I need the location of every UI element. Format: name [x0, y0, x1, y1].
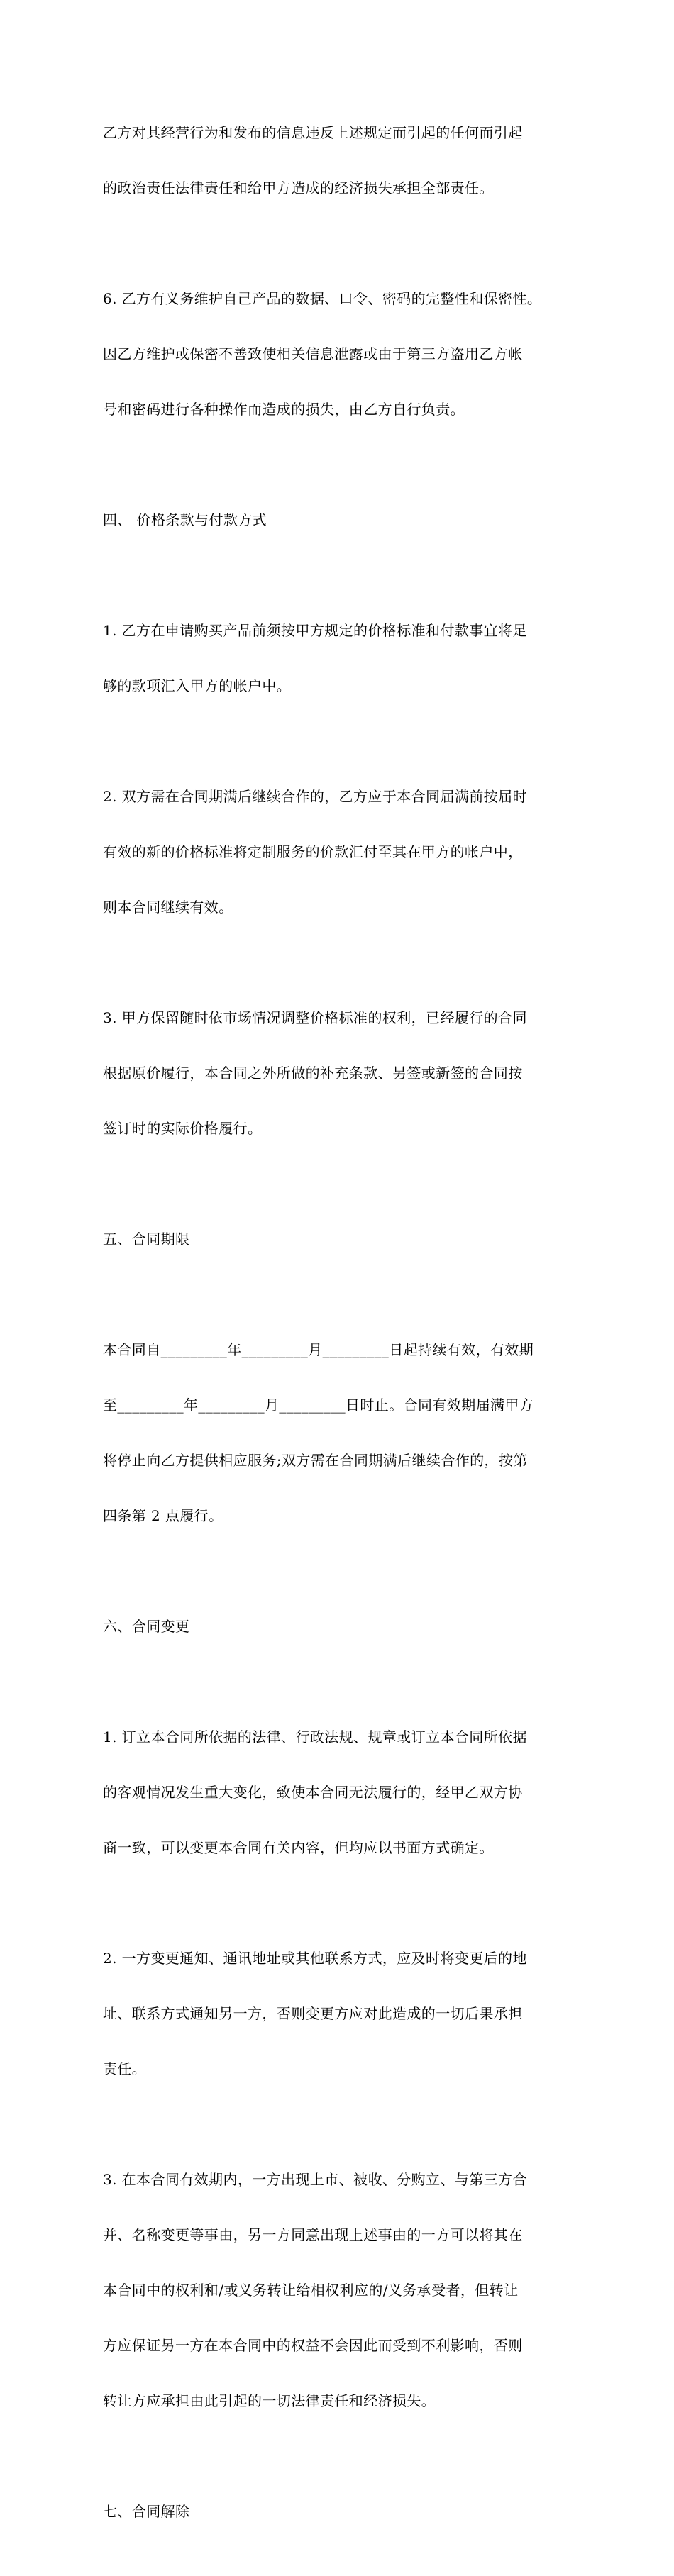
text-line: 6. 乙方有义务维护自己产品的数据、口令、密码的完整性和保密性。 — [103, 290, 542, 307]
text-line: 并、名称变更等事由，另一方同意出现上述事由的一方可以将其在 — [103, 2226, 523, 2243]
text-line: 转让方应承担由此引起的一切法律责任和经济损失。 — [103, 2392, 436, 2409]
text-line: 六、合同变更 — [103, 1618, 190, 1635]
text-line: 至_________年_________月_________日时止。合同有效期届满甲方 — [103, 1397, 534, 1414]
text-line: 本合同自_________年_________月_________日起持续有效，有效期 — [103, 1341, 534, 1358]
paragraph-change-2 — [103, 1912, 578, 2115]
paragraph-liability — [103, 87, 578, 234]
text-line: 本合同中的权利和/或义务转让给相权利应的/义务承受者，但转让 — [103, 2282, 519, 2299]
text-line: 四、 价格条款与付款方式 — [103, 511, 267, 528]
section-heading-price-terms — [103, 474, 578, 566]
text-line: 3. 在本合同有效期内，一方出现上市、被收、分购立、与第三方合 — [103, 2171, 527, 2188]
text-line: 根据原价履行，本合同之外所做的补充条款、另签或新签的合同按 — [103, 1065, 523, 1082]
text-line: 乙方对其经营行为和发布的信息违反上述规定而引起的任何而引起 — [103, 124, 523, 141]
text-line: 五、合同期限 — [103, 1231, 190, 1248]
text-line: 四条第 2 点履行。 — [103, 1507, 223, 1524]
paragraph-contract-term — [103, 1304, 578, 1562]
text-line: 的客观情况发生重大变化，致使本合同无法履行的，经甲乙双方协 — [103, 1784, 523, 1801]
section-heading-contract-termination — [103, 2465, 578, 2558]
paragraph-change-3 — [103, 2133, 578, 2447]
paragraph-price-2 — [103, 750, 578, 953]
text-line: 1. 订立本合同所依据的法律、行政法规、规章或订立本合同所依据 — [103, 1728, 527, 1745]
section-heading-contract-change — [103, 1580, 578, 1672]
text-line: 商一致，可以变更本合同有关内容，但均应以书面方式确定。 — [103, 1839, 494, 1856]
text-line: 七、合同解除 — [103, 2503, 190, 2520]
text-line: 址、联系方式通知另一方，否则变更方应对此造成的一切后果承担 — [103, 2005, 523, 2022]
text-line: 将停止向乙方提供相应服务;双方需在合同期满后继续合作的，按第 — [103, 1452, 528, 1469]
text-line: 够的款项汇入甲方的帐户中。 — [103, 677, 292, 694]
text-line: 责任。 — [103, 2060, 147, 2077]
text-line: 因乙方维护或保密不善致使相关信息泄露或由于第三方盗用乙方帐 — [103, 345, 523, 362]
text-line: 有效的新的价格标准将定制服务的价款汇付至其在甲方的帐户中， — [103, 843, 523, 860]
paragraph-price-3 — [103, 972, 578, 1175]
text-line: 2. 双方需在合同期满后继续合作的，乙方应于本合同届满前按届时 — [103, 788, 527, 805]
document-page — [103, 87, 578, 2576]
text-line: 签订时的实际价格履行。 — [103, 1120, 263, 1137]
text-line: 3. 甲方保留随时依市场情况调整价格标准的权利，已经履行的合同 — [103, 1009, 527, 1026]
section-heading-contract-term — [103, 1193, 578, 1285]
text-line: 号和密码进行各种操作而造成的损失，由乙方自行负责。 — [103, 401, 465, 418]
paragraph-clause-6 — [103, 252, 578, 455]
text-line: 则本合同继续有效。 — [103, 899, 233, 916]
text-line: 2. 一方变更通知、通讯地址或其他联系方式，应及时将变更后的地 — [103, 1950, 527, 1967]
paragraph-price-1 — [103, 584, 578, 732]
text-line: 的政治责任法律责任和给甲方造成的经济损失承担全部责任。 — [103, 179, 494, 196]
text-line: 1. 乙方在申请购买产品前须按甲方规定的价格标准和付款事宜将足 — [103, 622, 527, 639]
text-line: 方应保证另一方在本合同中的权益不会因此而受到不利影响，否则 — [103, 2337, 523, 2354]
paragraph-change-1 — [103, 1691, 578, 1894]
